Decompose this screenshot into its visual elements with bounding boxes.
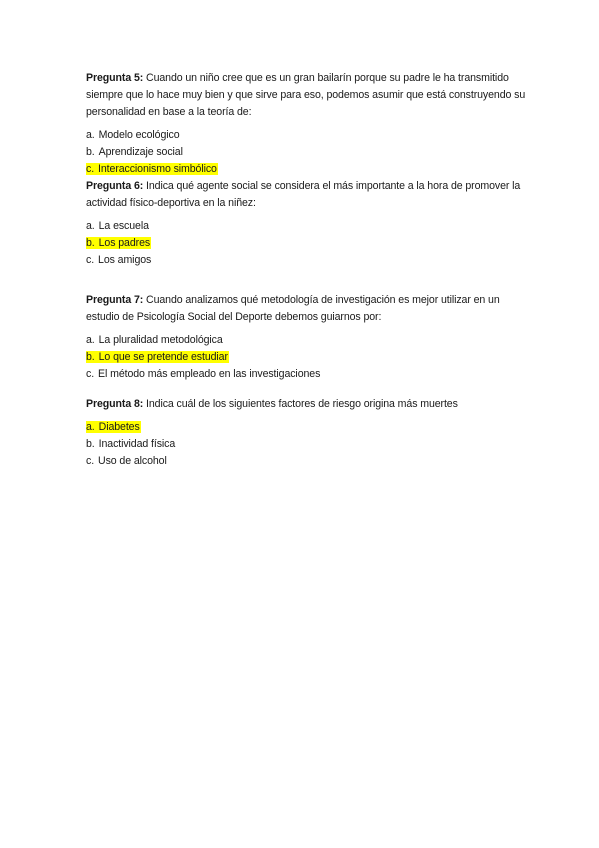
answer-option — [86, 453, 526, 470]
question-text: Indica cuál de los siguientes factores de riesgo origina más muertes — [146, 398, 458, 410]
highlighted-answer — [86, 237, 151, 249]
option-letter: a. — [86, 421, 95, 433]
question-text: Cuando analizamos qué metodología de investigación es mejor utilizar en un estudio de Psicología Social del Deporte debemos guiarnos por: — [86, 294, 500, 323]
option-text: Inactividad física — [98, 438, 176, 450]
option-letter: a. — [86, 220, 95, 232]
answer-option-highlighted — [86, 161, 526, 178]
answer-option-highlighted — [86, 349, 526, 366]
highlighted-answer — [86, 421, 141, 433]
answer-option — [86, 218, 526, 235]
highlighted-answer — [86, 163, 218, 175]
option-text: Modelo ecológico — [98, 129, 180, 141]
question-text: Indica qué agente social se considera el más importante a la hora de promover la actividad físico-deportiva en la niñez: — [86, 180, 521, 209]
spacer — [86, 269, 526, 292]
option-text: Uso de alcohol — [98, 455, 167, 467]
answer-options — [86, 332, 526, 383]
answer-options — [86, 218, 526, 269]
question-label: Pregunta 6: — [86, 180, 144, 192]
question-8 — [86, 396, 526, 413]
question-6 — [86, 178, 526, 212]
option-letter: c. — [86, 163, 95, 175]
option-text: La escuela — [98, 220, 149, 232]
answer-option — [86, 127, 526, 144]
question-label: Pregunta 8: — [86, 398, 144, 410]
question-text: Cuando un niño cree que es un gran bailarín porque su padre le ha transmitido siempre que lo hace muy bien y que sirve para eso, podemos asumir que está construyendo su personalidad en base a la teoría de: — [86, 72, 526, 118]
option-letter: b. — [86, 146, 95, 158]
highlighted-answer — [86, 351, 229, 363]
question-7 — [86, 292, 526, 326]
answer-option-highlighted — [86, 235, 526, 252]
option-text: Diabetes — [98, 421, 140, 433]
answer-option — [86, 332, 526, 349]
answer-options — [86, 127, 526, 178]
option-text: Los amigos — [98, 254, 152, 266]
option-letter: b. — [86, 351, 95, 363]
option-text: Los padres — [98, 237, 151, 249]
option-text: El método más empleado en las investigaciones — [98, 368, 321, 380]
question-5 — [86, 70, 526, 121]
option-letter: b. — [86, 237, 95, 249]
answer-option — [86, 436, 526, 453]
option-letter: a. — [86, 129, 95, 141]
option-text: Interaccionismo simbólico — [98, 163, 217, 175]
question-label: Pregunta 7: — [86, 294, 144, 306]
answer-option — [86, 252, 526, 269]
option-letter: b. — [86, 438, 95, 450]
option-text: Lo que se pretende estudiar — [98, 351, 228, 363]
answer-options — [86, 419, 526, 470]
answer-option — [86, 144, 526, 161]
answer-option-highlighted — [86, 419, 526, 436]
question-label: Pregunta 5: — [86, 72, 144, 84]
document-content — [86, 70, 526, 470]
option-text: La pluralidad metodológica — [98, 334, 223, 346]
answer-option — [86, 366, 526, 383]
option-text: Aprendizaje social — [98, 146, 183, 158]
option-letter: a. — [86, 334, 95, 346]
option-letter: c. — [86, 455, 95, 467]
option-letter: c. — [86, 368, 95, 380]
option-letter: c. — [86, 254, 95, 266]
spacer — [86, 383, 526, 396]
